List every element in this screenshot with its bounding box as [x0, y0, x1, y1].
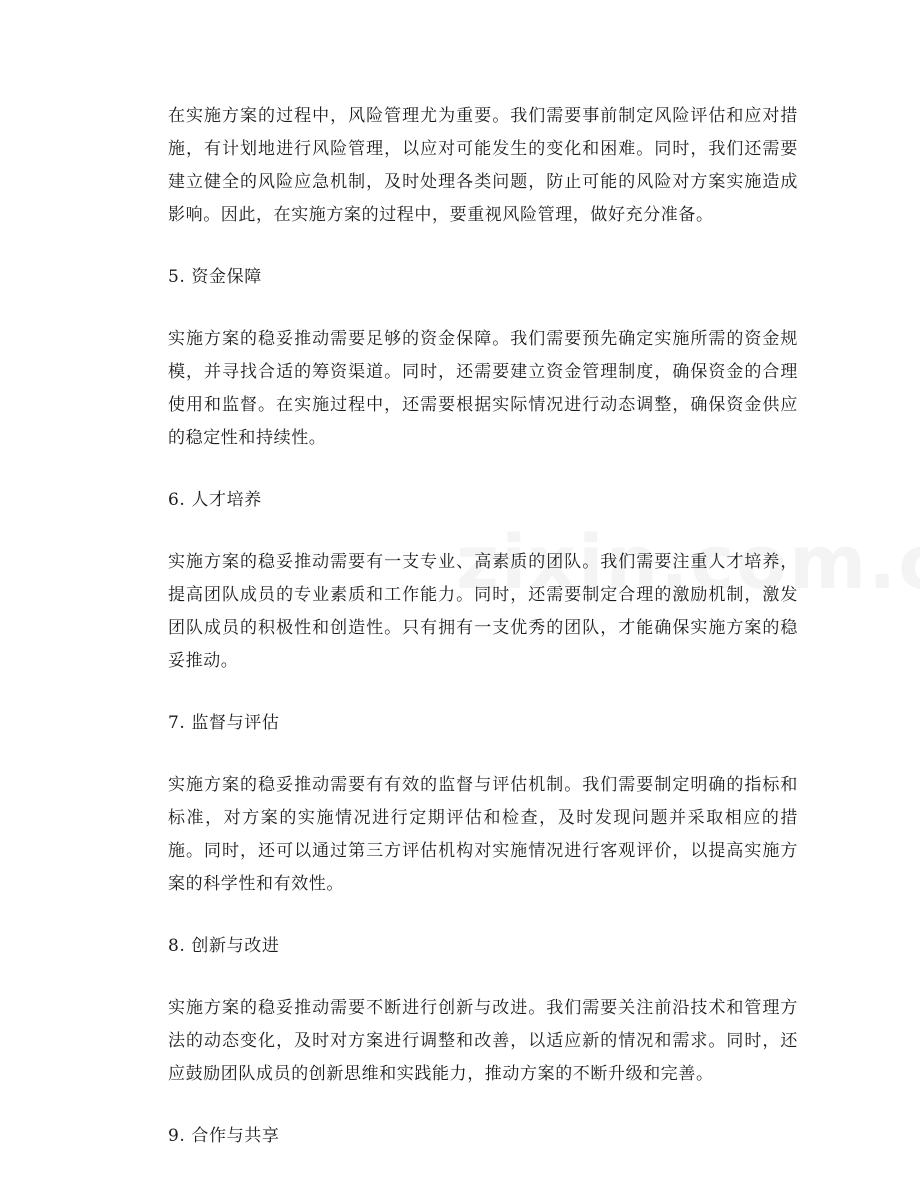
- paragraph-risk-management: 在实施方案的过程中，风险管理尤为重要。我们需要事前制定风险评估和应对措施，有计划地进行风险管理，以应对可能发生的变化和困难。同时，我们还需要建立健全的风险应急机制，及时处理各类问题，防止可能的风险对方案实施造成影响。因此，在实施方案的过程中，要重视风险管理，做好充分准备。: [168, 106, 798, 225]
- section-heading-cooperation: 9. 合作与共享: [168, 1126, 280, 1146]
- paragraph-innovation: 实施方案的稳妥推动需要不断进行创新与改进。我们需要关注前沿技术和管理方法的动态变化，及时对方案进行调整和改善，以适应新的情况和需求。同时，还应鼓励团队成员的创新思维和实践能力，推动方案的不断升级和完善。: [168, 998, 798, 1084]
- section-heading-funding: 5. 资金保障: [168, 267, 262, 287]
- paragraph-supervision: 实施方案的稳妥推动需要有有效的监督与评估机制。我们需要制定明确的指标和标准，对方案的实施情况进行定期评估和检查，及时发现问题并采取相应的措施。同时，还可以通过第三方评估机构对实施情况进行客观评价，以提高实施方案的科学性和有效性。: [168, 775, 798, 894]
- section-heading-supervision: 7. 监督与评估: [168, 713, 280, 733]
- paragraph-talent: 实施方案的稳妥推动需要有一支专业、高素质的团队。我们需要注重人才培养，提高团队成员的专业素质和工作能力。同时，还需要制定合理的激励机制，激发团队成员的积极性和创造性。只有拥有一支优秀的团队，才能确保实施方案的稳妥推动。: [168, 552, 798, 671]
- section-heading-talent: 6. 人才培养: [168, 490, 262, 510]
- paragraph-funding: 实施方案的稳妥推动需要足够的资金保障。我们需要预先确定实施所需的资金规模，并寻找合适的筹资渠道。同时，还需要建立资金管理制度，确保资金的合理使用和监督。在实施过程中，还需要根据实际情况进行动态调整，确保资金供应的稳定性和持续性。: [168, 329, 798, 448]
- section-heading-innovation: 8. 创新与改进: [168, 936, 280, 956]
- document-body: [168, 100, 798, 1182]
